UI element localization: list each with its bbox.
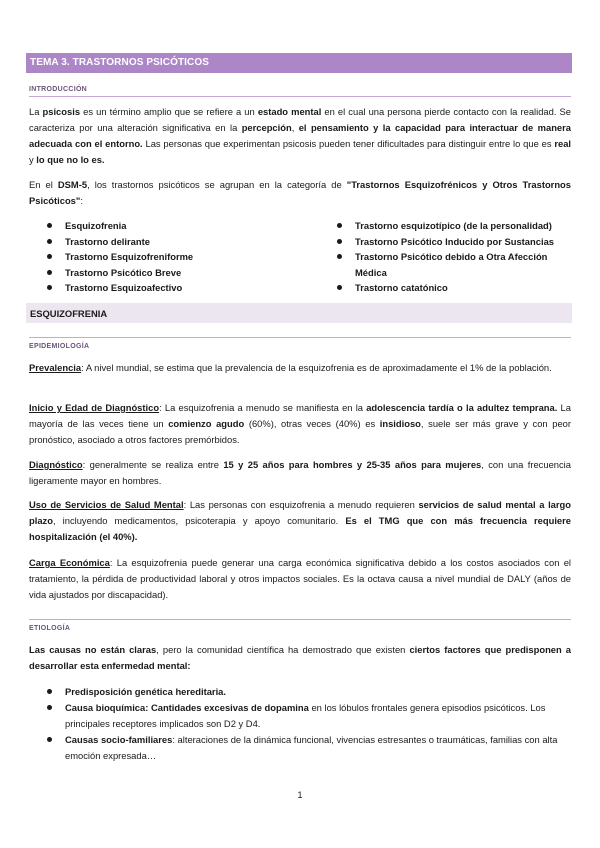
bullet-icon (47, 254, 52, 259)
list-item: Causa bioquímica: Cantidades excesivas de dopamina en los lóbulos frontales genera episodios psicóticos. Los principales receptores implicados son D2 y D4. (44, 700, 571, 732)
etiology-intro: Las causas no están claras, pero la comunidad científica ha demostrado que existen ciertos factores que predisponen a desarrollar esta enfermedad mental: (29, 644, 572, 671)
section-title: ESQUIZOFRENIA (30, 308, 108, 319)
chapter-banner (26, 53, 572, 73)
etiology-heading: ETIOLOGÍA (29, 625, 71, 632)
list-item: Trastorno delirante (44, 234, 304, 250)
etiology-divider-top (29, 619, 571, 620)
bullet-icon (337, 239, 342, 244)
list-item: Trastorno Psicótico Breve (44, 265, 304, 281)
disorders-list-left (44, 218, 304, 296)
list-item: Esquizofrenia (44, 218, 304, 234)
etiology-factors-list (44, 684, 571, 764)
disorders-list-right (334, 218, 572, 296)
epidemiology-divider-top (29, 337, 571, 338)
intro-paragraph-2: En el DSM-5, los trastornos psicóticos se agrupan en la categoría de "Trastornos Esquizofrénicos y Otros Trastornos Psicóticos": (29, 179, 571, 206)
bullet-icon (47, 285, 52, 290)
list-item: Trastorno Esquizofreniforme (44, 249, 304, 265)
bullet-icon (47, 705, 52, 710)
bullet-icon (47, 223, 52, 228)
economic-burden-paragraph: Carga Económica: La esquizofrenia puede generar una carga económica significativa debido a los costos asociados con el tratamiento, la pérdida de productividad laboral y otros impactos sociales. Es la octava causa a nivel mundial de DALY (años de vida ajustados por discapacidad). (29, 557, 571, 600)
bullet-icon (47, 737, 52, 742)
page-number: 1 (297, 790, 303, 800)
bullet-icon (47, 270, 52, 275)
bullet-icon (47, 689, 52, 694)
prevalence-paragraph: Prevalencia: A nivel mundial, se estima que la prevalencia de la esquizofrenia es de aproximadamente el 1% de la población. (29, 362, 552, 373)
list-item: Trastorno Psicótico Inducido por Sustancias (334, 234, 572, 250)
bullet-icon (47, 239, 52, 244)
epidemiology-heading: EPIDEMIOLOGÍA (29, 343, 90, 350)
chapter-title: TEMA 3. TRASTORNOS PSICÓTICOS (30, 57, 210, 68)
list-item: Trastorno catatónico (334, 280, 572, 296)
list-item: Causas socio-familiares: alteraciones de la dinámica funcional, vivencias estresantes o traumáticas, familias con alta emoción expresada… (44, 732, 571, 764)
section-bar (26, 303, 572, 323)
list-item: Predisposición genética hereditaria. (44, 684, 571, 700)
bullet-icon (337, 254, 342, 259)
list-item: Trastorno esquizotípico (de la personalidad) (334, 218, 572, 234)
intro-heading: INTRODUCCIÓN (29, 86, 88, 93)
list-item: Trastorno Psicótico debido a Otra Afección Médica (334, 249, 572, 280)
diagnosis-paragraph: Diagnóstico: generalmente se realiza entre 15 y 25 años para hombres y 25-35 años para mujeres, con una frecuencia ligeramente mayor en hombres. (29, 459, 571, 486)
services-paragraph: Uso de Servicios de Salud Mental: Las personas con esquizofrenia a menudo requieren servicios de salud mental a largo plazo, incluyendo medicamentos, psicoterapia y apoyo comunitario. Es el TMG que con más frecuencia requiere hospitalización (el 40%). (29, 499, 572, 542)
intro-divider (29, 96, 571, 97)
bullet-icon (337, 285, 342, 290)
onset-paragraph: Inicio y Edad de Diagnóstico: La esquizofrenia a menudo se manifiesta en la adolescencia tardía o la adultez temprana. La mayoría de las veces tiene un comienzo agudo (60%), otras veces (40%) es insidioso, suele ser más grave y con peor pronóstico, asociado a otros factores premórbidos. (29, 402, 572, 445)
intro-paragraph-1: La psicosis es un término amplio que se refiere a un estado mental en el cual una persona pierde contacto con la realidad. Se caracteriza por una alteración significativa en la percepción, el pensamiento y la capacidad para interactuar de manera adecuada con el entorno. Las personas que experimentan psicosis pueden tener dificultades para distinguir entre lo que es real y lo que no lo es. (29, 106, 572, 165)
list-item: Trastorno Esquizoafectivo (44, 280, 304, 296)
bullet-icon (337, 223, 342, 228)
